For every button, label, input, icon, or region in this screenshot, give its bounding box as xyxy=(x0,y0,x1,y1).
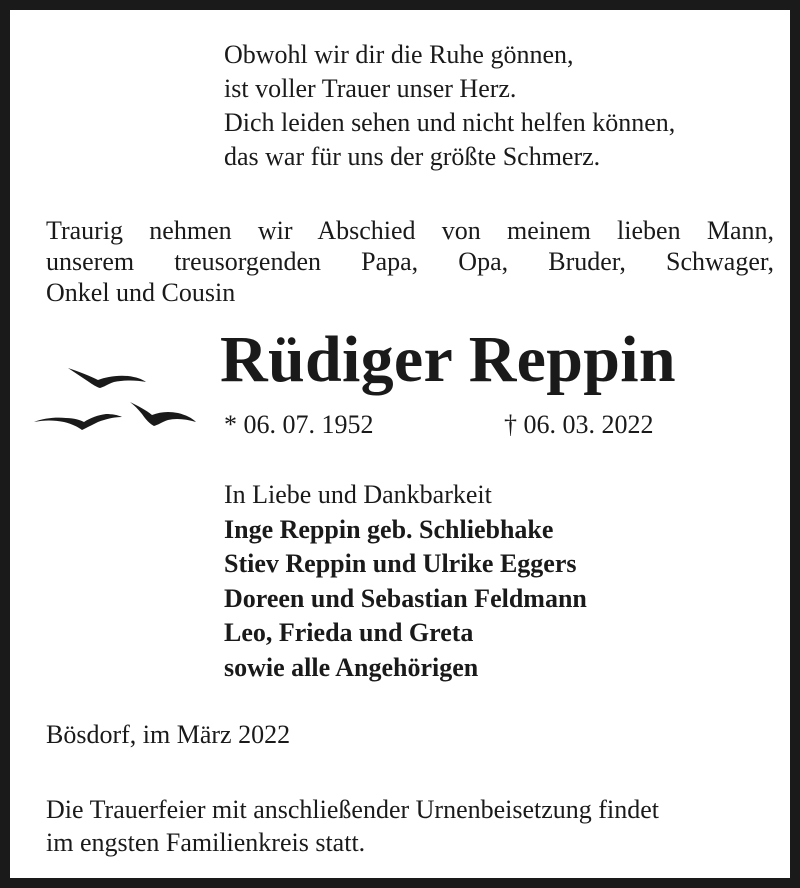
birth-date: * 06. 07. 1952 xyxy=(224,410,374,439)
poem-line: Obwohl wir dir die Ruhe gönnen, xyxy=(224,40,574,69)
mourner-name: Inge Reppin geb. Schliebhake xyxy=(224,514,554,544)
intro-line: unserem treusorgenden Papa, Opa, Bruder, Schwager, xyxy=(46,247,774,276)
farewell-intro xyxy=(46,215,774,308)
poem xyxy=(224,38,675,174)
mourner-name: Doreen und Sebastian Feldmann xyxy=(224,583,587,613)
funeral-line: im engsten Familienkreis statt. xyxy=(46,828,366,857)
poem-line: ist voller Trauer unser Herz. xyxy=(224,74,517,103)
poem-line: das war für uns der größte Schmerz. xyxy=(224,142,601,171)
mourners-heading: In Liebe und Dankbarkeit xyxy=(224,480,492,509)
deceased-name: Rüdiger Reppin xyxy=(220,323,676,396)
funeral-notice xyxy=(46,793,659,859)
mourner-name: Leo, Frieda und Greta xyxy=(224,618,474,647)
mourners-list xyxy=(224,478,587,685)
place-date: Bösdorf, im März 2022 xyxy=(46,720,291,749)
intro-line: Traurig nehmen wir Abschied von meinem lieben Mann, xyxy=(46,216,774,245)
funeral-line: Die Trauerfeier mit anschließender Urnenbeisetzung findet xyxy=(46,795,659,824)
poem-line: Dich leiden sehen und nicht helfen können, xyxy=(224,108,676,137)
mourner-name: Stiev Reppin und Ulrike Eggers xyxy=(224,549,577,578)
flying-birds-icon xyxy=(32,360,212,440)
mourner-name: sowie alle Angehörigen xyxy=(224,652,479,682)
death-date: † 06. 03. 2022 xyxy=(504,410,654,439)
intro-line: Onkel und Cousin xyxy=(46,278,236,307)
